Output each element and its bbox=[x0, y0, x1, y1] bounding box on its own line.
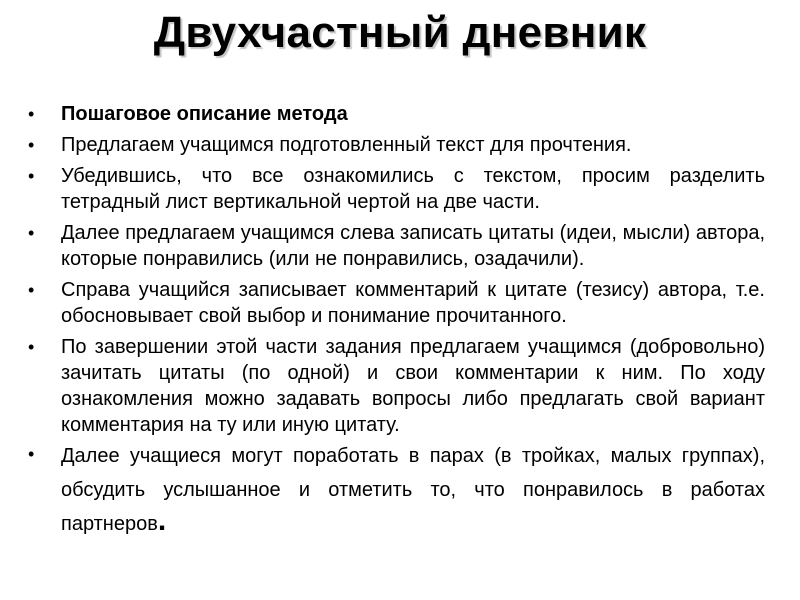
list-item-text bbox=[61, 439, 765, 541]
list-item bbox=[25, 277, 765, 329]
bullet-icon: • bbox=[28, 337, 35, 357]
list-item bbox=[25, 101, 765, 127]
bullet-icon: • bbox=[28, 444, 35, 464]
bullet-icon: • bbox=[28, 223, 35, 243]
bullet-icon: • bbox=[28, 135, 35, 155]
list-item-text: Справа учащийся записывает комментарий к цитате (тезису) автора, т.е. обосновывает свой выбор и понимание прочитанного. bbox=[61, 279, 765, 327]
list-item bbox=[25, 163, 765, 215]
list-item bbox=[25, 132, 765, 158]
list-item-text: Далее предлагаем учащимся слева записать цитаты (идеи, мысли) автора, которые понравились (или не понравились, озадачили). bbox=[61, 222, 765, 270]
bullet-icon: • bbox=[28, 104, 35, 124]
slide-title: Двухчастный дневник bbox=[153, 8, 647, 57]
list-item-text: По завершении этой части задания предлагаем учащимся (добровольно) зачитать цитаты (по одной) и свои комментарии к ним. По ходу ознакомления можно задавать вопросы либо предлагать свой вариант комментария на ту или иную цитату. bbox=[61, 336, 765, 436]
bullet-icon: • bbox=[28, 166, 35, 186]
list-item bbox=[25, 220, 765, 272]
list-item-text: Убедившись, что все ознакомились с текстом, просим разделить тетрадный лист вертикальной чертой на две части. bbox=[61, 165, 765, 213]
final-period: . bbox=[157, 504, 167, 537]
list-item-body: Далее учащиеся могут поработать в парах (в тройках, малых группах), обсудить услышанное и отметить то, что понравилось в работах партнеров bbox=[61, 445, 765, 535]
list-item-text: Пошаговое описание метода bbox=[61, 103, 348, 125]
list-item-text: Предлагаем учащимся подготовленный текст для прочтения. bbox=[61, 134, 632, 156]
bullet-list bbox=[25, 101, 765, 546]
bullet-icon: • bbox=[28, 280, 35, 300]
list-item bbox=[25, 439, 765, 541]
list-item bbox=[25, 334, 765, 438]
